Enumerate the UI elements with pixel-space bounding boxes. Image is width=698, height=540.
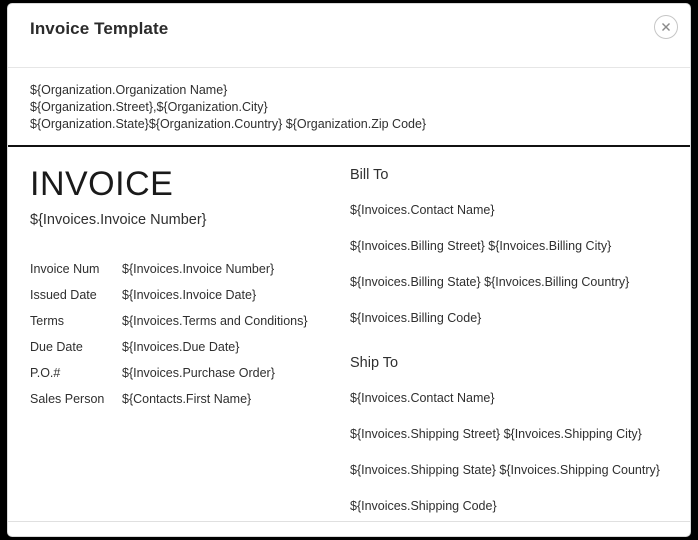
invoice-heading: INVOICE: [30, 165, 174, 203]
page-title: Invoice Template: [30, 19, 169, 38]
meta-value: ${Contacts.First Name}: [122, 392, 252, 406]
organization-line: ${Organization.Organization Name}: [30, 83, 228, 97]
table-row: [30, 366, 308, 392]
invoice-template-dialog: [8, 4, 690, 536]
bill-to-line: ${Invoices.Billing State} ${Invoices.Billing Country}: [350, 275, 630, 289]
addresses-column: [346, 161, 690, 535]
organization-line: ${Organization.Street},${Organization.City}: [30, 100, 268, 114]
bill-to-line: ${Invoices.Billing Street} ${Invoices.Billing City}: [350, 239, 612, 253]
meta-value: ${Invoices.Purchase Order}: [122, 366, 275, 380]
ship-to-title: Ship To: [350, 355, 399, 371]
meta-value: ${Invoices.Invoice Number}: [122, 262, 275, 276]
ship-to-line: ${Invoices.Contact Name}: [350, 391, 495, 405]
invoice-meta-table: [30, 262, 308, 418]
ship-to-line: ${Invoices.Shipping Code}: [350, 499, 497, 513]
bill-to-title: Bill To: [350, 167, 389, 183]
dialog-titlebar: [8, 4, 690, 68]
close-button[interactable]: [654, 15, 678, 39]
bill-to-line: ${Invoices.Billing Code}: [350, 311, 482, 325]
footer-divider: [8, 521, 690, 522]
table-row: [30, 392, 308, 418]
meta-value: ${Invoices.Terms and Conditions}: [122, 314, 308, 328]
meta-value: ${Invoices.Invoice Date}: [122, 288, 257, 302]
meta-label: P.O.#: [30, 366, 61, 380]
meta-value: ${Invoices.Due Date}: [122, 340, 240, 354]
invoice-body: [8, 147, 690, 535]
meta-label: Sales Person: [30, 392, 105, 406]
meta-label: Terms: [30, 314, 65, 328]
table-row: [30, 340, 308, 366]
invoice-number-token: ${Invoices.Invoice Number}: [30, 212, 207, 228]
ship-to-line: ${Invoices.Shipping State} ${Invoices.Shipping Country}: [350, 463, 660, 477]
meta-label: Invoice Num: [30, 262, 100, 276]
organization-address-block: [8, 68, 690, 147]
bill-to-line: ${Invoices.Contact Name}: [350, 203, 495, 217]
meta-label: Due Date: [30, 340, 83, 354]
organization-line: ${Organization.State}${Organization.Country} ${Organization.Zip Code}: [30, 117, 427, 131]
table-row: [30, 314, 308, 340]
close-icon: [655, 16, 677, 38]
ship-to-line: ${Invoices.Shipping Street} ${Invoices.Shipping City}: [350, 427, 642, 441]
table-row: [30, 262, 308, 288]
invoice-details-column: [8, 161, 346, 535]
meta-label: Issued Date: [30, 288, 97, 302]
table-row: [30, 288, 308, 314]
